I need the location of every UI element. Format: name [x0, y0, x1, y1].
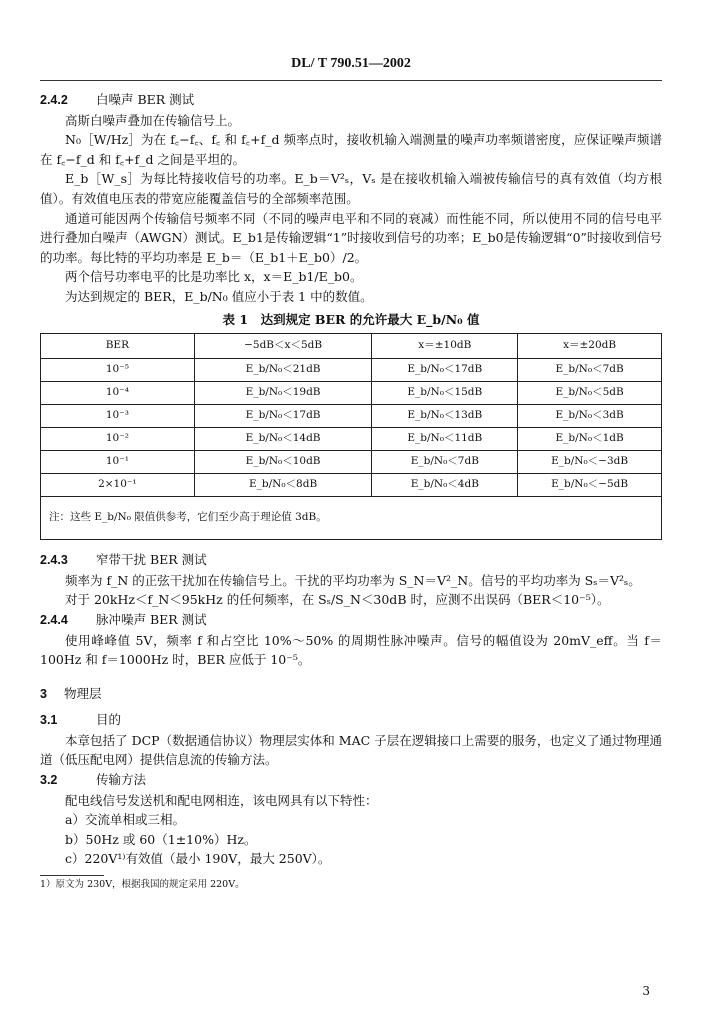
list-item: c）220V¹⁾有效值（最小 190V，最大 250V）。 — [65, 851, 331, 867]
page-header: DL/ T 790.51—2002 — [291, 56, 411, 71]
table-cell: E_b/N₀＜7dB — [518, 359, 662, 382]
page-number: 3 — [642, 984, 650, 998]
column-header: x＝±20dB — [518, 334, 662, 359]
section-number: 3.1 — [40, 713, 58, 728]
column-header: −5dB＜x＜5dB — [194, 334, 372, 359]
section-title: 窄带干扰 BER 测试 — [96, 552, 207, 568]
section-title: 传输方法 — [96, 772, 147, 788]
table-cell: 10⁻⁴ — [41, 382, 195, 405]
paragraph: 通道可能因两个传输信号频率不同（不同的噪声电平和不同的衰减）而性能不同，所以使用不同的信号电平进行叠加白噪声（AWGN）测试。E_b1是传输逻辑“1”时接收到信号的功率；E_b0是传输逻辑“0”时接收到信号的功率。每比特的平均功率是 E_b＝（E_b1＋E_b0）/2。 — [40, 210, 662, 265]
paragraph: 本章包括了 DCP（数据通信协议）物理层实体和 MAC 子层在逻辑接口上需要的服务，也定义了通过物理通道（低压配电网）提供信息流的传输方法。 — [40, 732, 662, 768]
section-number: 3.2 — [40, 773, 58, 788]
column-header: BER — [41, 334, 195, 359]
paragraph: 高斯白噪声叠加在传输信号上。 — [65, 112, 241, 128]
section-number: 2.4.2 — [40, 93, 68, 107]
paragraph: E_b［W_s］为每比特接收信号的功率。E_b＝V²ₛ，Vₛ 是在接收机输入端被传输信号的真有效值（均方根值）。有效值电压表的带宽应能覆盖信号的全部频率范围。 — [40, 171, 662, 206]
table-cell: E_b/N₀＜5dB — [518, 382, 662, 405]
table-cell: E_b/N₀＜13dB — [372, 405, 518, 428]
section-heading-2-4-3 — [40, 550, 662, 571]
table-row — [41, 359, 662, 382]
section-title: 脉冲噪声 BER 测试 — [96, 611, 207, 627]
table-row — [41, 428, 662, 451]
table-row — [41, 451, 662, 474]
section-title: 目的 — [96, 712, 122, 728]
section-title: 白噪声 BER 测试 — [96, 92, 195, 107]
paragraph: 使用峰峰值 5V，频率 f 和占空比 10%～50% 的周期性脉冲噪声。信号的幅值设为 20mV_eff。当 f＝100Hz 和 f＝1000Hz 时，BER 应低于 10⁻⁵。 — [40, 632, 662, 668]
table-cell: 10⁻² — [41, 428, 195, 451]
table-cell: E_b/N₀＜3dB — [518, 405, 662, 428]
table-cell: E_b/N₀＜10dB — [194, 451, 372, 474]
footnote-rule — [40, 875, 104, 876]
table-cell: E_b/N₀＜−5dB — [518, 474, 662, 497]
section-heading-2-4-2 — [40, 90, 662, 111]
paragraph: 对于 20kHz＜f_N＜95kHz 的任何频率，在 Sₛ/S_N＜30dB 时，应测不出误码（BER＜10⁻⁵）。 — [65, 592, 610, 608]
paragraph: 频率为 f_N 的正弦干扰加在传输信号上。干扰的平均功率为 S_N＝V²_N。信号的平均功率为 Sₛ＝V²ₛ。 — [65, 572, 641, 588]
table-cell: E_b/N₀＜7dB — [372, 451, 518, 474]
table-note-row — [41, 497, 662, 540]
table-cell: E_b/N₀＜1dB — [518, 428, 662, 451]
column-header: x＝±10dB — [372, 334, 518, 359]
section-heading-3-1 — [40, 710, 662, 731]
table-cell: E_b/N₀＜14dB — [194, 428, 372, 451]
footnote: 1）原文为 230V，根据我国的规定采用 220V。 — [40, 879, 245, 891]
chapter-heading-3 — [40, 684, 662, 705]
paragraph: N₀［W/Hz］为在 f꜀−f꜀、f꜀ 和 f꜀+f_d 频率点时，接收机输入端测量的噪声功率频谱密度，应保证噪声频谱在 f꜀−f_d 和 f꜀+f_d 之间是平坦的。 — [40, 132, 662, 167]
table-caption: 表 1 达到规定 BER 的允许最大 E_b/N₀ 值 — [222, 311, 480, 327]
header-rule — [40, 80, 662, 81]
section-title: 物理层 — [64, 685, 102, 701]
table-cell: E_b/N₀＜15dB — [372, 382, 518, 405]
table-cell: E_b/N₀＜21dB — [194, 359, 372, 382]
table-cell: 10⁻⁵ — [41, 359, 195, 382]
table-cell: E_b/N₀＜17dB — [372, 359, 518, 382]
table-cell: E_b/N₀＜8dB — [194, 474, 372, 497]
table-cell: E_b/N₀＜−3dB — [518, 451, 662, 474]
table-row — [41, 474, 662, 497]
table-header-row — [41, 334, 662, 359]
paragraph: 为达到规定的 BER，E_b/N₀ 值应小于表 1 中的数值。 — [65, 288, 373, 304]
table-cell: 10⁻³ — [41, 405, 195, 428]
table-cell: E_b/N₀＜17dB — [194, 405, 372, 428]
table-cell: E_b/N₀＜19dB — [194, 382, 372, 405]
list-item: b）50Hz 或 60（1±10%）Hz。 — [65, 831, 257, 847]
section-heading-2-4-4 — [40, 610, 662, 631]
paragraph: 配电线信号发送机和配电网相连，该电网具有以下特性： — [65, 792, 378, 808]
table-cell: 2×10⁻¹ — [41, 474, 195, 497]
table-note: 注：这些 E_b/N₀ 限值供参考，它们至少高于理论值 3dB。 — [41, 497, 662, 540]
table-cell: E_b/N₀＜11dB — [372, 428, 518, 451]
table-cell: 10⁻¹ — [41, 451, 195, 474]
table-row — [41, 382, 662, 405]
page-content — [40, 90, 662, 892]
table-row — [41, 405, 662, 428]
ber-limits-table — [40, 333, 662, 540]
section-heading-3-2 — [40, 770, 662, 791]
list-item: a）交流单相或三相。 — [65, 812, 185, 828]
paragraph: 两个信号功率电平的比是功率比 x，x＝E_b1/E_b0。 — [65, 269, 363, 285]
section-number: 2.4.4 — [40, 612, 68, 627]
section-number: 3 — [40, 686, 47, 701]
section-number: 2.4.3 — [40, 553, 68, 568]
table-cell: E_b/N₀＜4dB — [372, 474, 518, 497]
